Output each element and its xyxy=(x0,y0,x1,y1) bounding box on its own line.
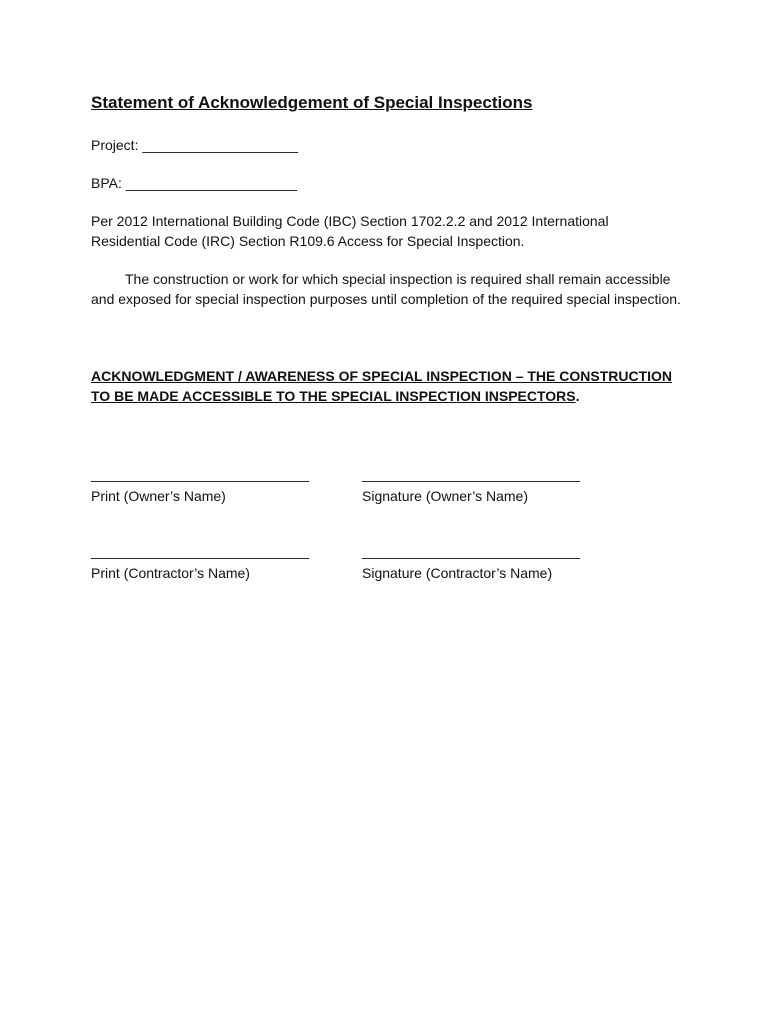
contractor-signature-label: Signature (Contractor’s Name) xyxy=(362,565,553,581)
owner-print-label: Print (Owner’s Name) xyxy=(91,488,226,504)
bpa-field: BPA: ______________________ xyxy=(91,175,298,191)
inspection-requirement-paragraph: The construction or work for which special inspection is required shall remain accessible and exposed for special inspection purposes until completion of the required special inspection. xyxy=(91,271,681,307)
project-field: Project: ____________________ xyxy=(91,137,299,153)
document-title: Statement of Acknowledgement of Special Inspections xyxy=(91,93,533,112)
owner-print-line: ____________________________ xyxy=(91,466,310,482)
acknowledgment-statement xyxy=(91,366,681,406)
acknowledgment-period: . xyxy=(575,388,580,404)
owner-signature-line: ____________________________ xyxy=(362,466,581,482)
owner-signature-block xyxy=(362,466,580,504)
contractor-print-block xyxy=(91,543,309,581)
contractor-signature-line: ____________________________ xyxy=(362,543,581,559)
owner-print-block xyxy=(91,466,309,504)
owner-signature-label: Signature (Owner’s Name) xyxy=(362,488,528,504)
code-reference-paragraph: Per 2012 International Building Code (IBC) Section 1702.2.2 and 2012 International Residential Code (IRC) Section R109.6 Access for Special Inspection. xyxy=(91,213,609,249)
contractor-print-line: ____________________________ xyxy=(91,543,310,559)
acknowledgment-text: ACKNOWLEDGMENT / AWARENESS OF SPECIAL INSPECTION – THE CONSTRUCTION TO BE MADE ACCESSIBLE TO THE SPECIAL INSPECTION INSPECTORS xyxy=(91,368,673,404)
contractor-print-label: Print (Contractor’s Name) xyxy=(91,565,250,581)
contractor-signature-block xyxy=(362,543,580,581)
